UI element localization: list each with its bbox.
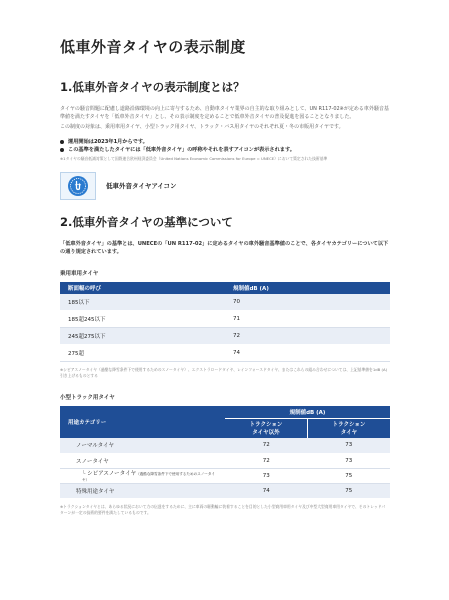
icon-row [60,172,389,200]
table-row: 特殊用途タイヤ 74 75 [60,483,390,498]
table-row: ノーマルタイヤ 72 73 [60,438,390,453]
tree-branch-icon: └ [82,470,88,477]
table1-title: 乗用車用タイヤ [60,270,99,277]
bullet-item: 運用開始は2023年1月からです。 [60,138,389,147]
table1-note: ※シビアスノータイヤ（過酷な降雪条件下で使用するためのスノータイヤ）、エクストラロードタイヤ、レインフォースドタイヤ、またはこれらの組み合わせについては、上記基準値を1dB (A) 引き上げるものとする [60,367,388,379]
table-row: 245超275以下 72 [60,328,390,345]
table1-header-limit: 規制値dB (A) [225,282,390,294]
light-truck-tire-table [60,406,390,499]
icon-label: 低車外音タイヤアイコン [106,182,177,191]
footnote: ※1タイヤの騒音低減対策として国際連合欧州経済委員会（United Nations Economic Commissions for Europe = UNECE）において策定された技術基準 [60,155,328,161]
table2-title: 小型トラック用タイヤ [60,395,115,402]
section1-paragraph: タイヤの騒音問題に配慮し道路沿線環境の向上に寄与するため、自動車タイヤ業界の自主的な取り組みとして、UN R117-02※が定める車外騒音基準値を満たすタイヤを「低車外音タイヤ」とし、その表示制度を定めることで低車外音タイヤの普及促進を図ることとなりました。 [60,106,389,121]
bullet-list [60,138,389,155]
bullet-item: この基準を満たしたタイヤには「低車外音タイヤ」の呼称やそれを表すアイコンが表示されます。 [60,146,389,155]
table-row: 275超 74 [60,345,390,362]
section1-scope-paragraph: この制度の対象は、乗用車用タイヤ、小型トラック用タイヤ、トラック・バス用タイヤのそれぞれ夏・冬の市販用タイヤです。 [60,124,344,131]
table2-header-limit: 規制値dB (A) [225,406,390,418]
table2-note: ※トラクションタイヤとは、あらゆる状況において力の伝達をするために、主に車両の駆動輪に装着することを目的とした小型商用車用タイヤ及び中型大型商用車用タイヤで、そのトレッドパターンが一定の技術的要件を満たしているものです。 [60,503,386,515]
table-row: 185超245以下 71 [60,311,390,328]
table2-header-category: 用途カテゴリー [60,406,225,438]
table1-header-width: 断面幅の呼び [60,282,225,294]
section1-heading: 1.低車外音タイヤの表示制度とは？ [60,80,245,94]
low-noise-tire-icon [60,172,96,200]
table-row: └ シビアスノータイヤ（過酷な降雪条件下で使用するためのスノータイヤ） 73 75 [60,468,390,483]
table-row: スノータイヤ 72 73 [60,453,390,468]
table2-header-non-traction: トラクション タイヤ以外 [225,418,308,438]
passenger-tire-table [60,282,390,363]
page-title: 低車外音タイヤの表示制度 [60,38,246,56]
section2-heading: 2.低車外音タイヤの基準について [60,214,233,229]
bullet-dot-icon [60,148,64,152]
bullet-dot-icon [60,140,64,144]
table-row: 185以下 70 [60,294,390,311]
table2-header-traction: トラクション タイヤ [308,418,391,438]
section2-intro: 「低車外音タイヤ」の基準とは、UNECEの「UN R117-02」に定めるタイヤの車外騒音基準値のことで、各タイヤカテゴリーについて以下の通り規定されています。 [60,240,389,256]
